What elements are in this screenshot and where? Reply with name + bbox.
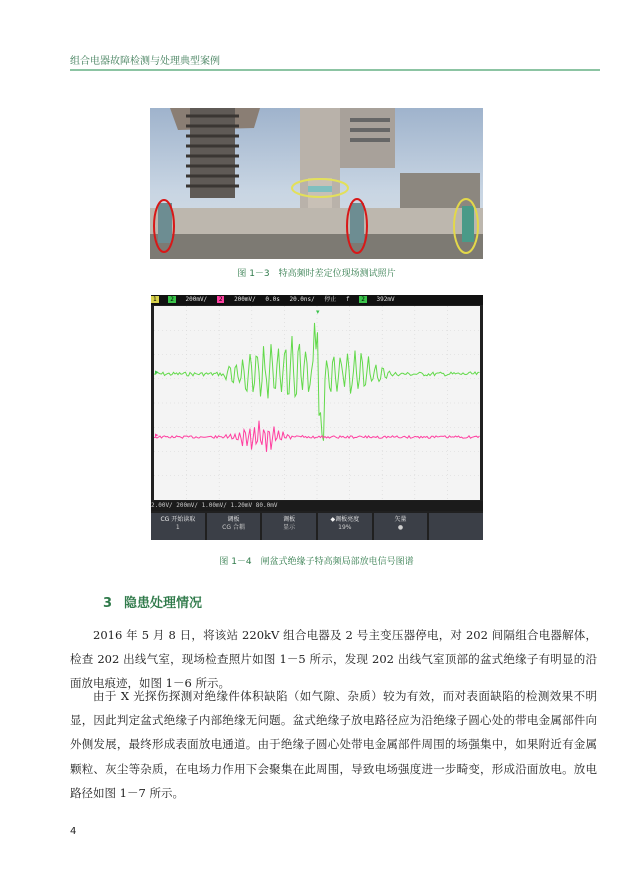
scope-readout: 停止 (324, 296, 337, 303)
softkey-value: ● (397, 524, 404, 531)
left-bushing-sheds (186, 108, 239, 198)
oscilloscope-screenshot (151, 295, 483, 540)
body-paragraph: 2016 年 5 月 8 日，将该站 220kV 组合电器及 2 号主变压器停电，对 202 间隔组合电器解体，检查 202 出线气室，现场检查照片如图 1－5 所示，发现 202 出线气室顶部的盆式绝缘子有明显的沿面放电痕迹，如图 1－6 所示。 (70, 628, 597, 691)
softkey-label: 矢量 (394, 516, 407, 523)
softkey[interactable] (207, 513, 261, 540)
softkey[interactable] (151, 513, 205, 540)
softkey-label: 调板 (283, 516, 296, 523)
substation-photo-drawing (150, 108, 483, 259)
substation-photo (150, 108, 483, 259)
section-heading (103, 592, 202, 611)
scope-screen (154, 306, 480, 500)
softkey-value: CG 合耦 (222, 524, 245, 531)
scope-status-line: 2.00V/ 200mV/ 1.00mV/ 1.20mV 80.0mV (151, 501, 483, 511)
vertical-joint (308, 178, 332, 208)
figure-1-4-caption: 图 1－4 闸盆式绝缘子特高频局部放电信号图谱 (219, 557, 414, 567)
scope-softkeys (151, 513, 483, 540)
uhf-channel-1-trace (154, 323, 480, 441)
middle-flange (350, 203, 364, 243)
scope-readout: 0.0s (265, 296, 280, 303)
pipe-shadow (150, 234, 483, 259)
scope-readout: 200mV/ (185, 296, 208, 303)
header-rule (70, 69, 600, 71)
softkey[interactable] (262, 513, 316, 540)
horizontal-gis-pipe (150, 208, 483, 236)
scope-readout: 20.0ns/ (289, 296, 315, 303)
page-number: 4 (70, 826, 77, 837)
body-paragraph: 由于 X 光探伤探测对绝缘件体积缺陷（如气隙、杂质）较为有效，而对表面缺陷的检测效果不明显，因此判定盆式绝缘子内部绝缘无问题。盆式绝缘子放电路径应为沿绝缘子圆心处的带电金属部件向外侧发展，最终形成表面放电通道。由于绝缘子圆心处带电金属部件周围的场强集中，如果附近有金属颗粒、灰尘等杂质，在电场力作用下会聚集在此周围，导致电场强度进一步畸变，形成沿面放电。放电路径如图 1－7 所示。 (70, 689, 597, 800)
scope-readout: 200mV/ (234, 296, 256, 303)
section-number: 3 (103, 596, 113, 611)
softkey-value: 1 (175, 524, 180, 531)
ch2-marker: ▸ (155, 431, 159, 439)
section-title: 隐患处理情况 (124, 596, 203, 611)
scope-readout: 2 (170, 296, 174, 303)
uhf-channel-2-trace (154, 421, 480, 452)
scope-top-bar (151, 295, 483, 305)
scope-readout: 392mV (376, 296, 395, 303)
softkey-label: 调板 (227, 516, 240, 523)
running-header: 组合电器故障检测与处理典型案例 (70, 56, 220, 67)
trigger-marker: ▾ (316, 308, 320, 316)
softkey[interactable] (318, 513, 372, 540)
scope-waveforms (154, 306, 480, 500)
scope-readout: 1 (153, 296, 157, 303)
left-flange (158, 203, 172, 243)
scope-readout: 2 (218, 296, 223, 303)
scope-readout: 2 (361, 296, 365, 303)
figure-1-3-caption: 图 1－3 特高频时差定位现场测试照片 (237, 269, 396, 279)
softkey[interactable] (429, 513, 483, 540)
ch1-marker: ▸ (155, 368, 159, 376)
softkey-value: 19% (338, 524, 352, 531)
scope-readout: f (346, 296, 350, 303)
softkey-label: ◆调板亮度 (330, 516, 360, 523)
softkey-label: CG 开始读取 (160, 516, 196, 523)
softkey-value: 显示 (283, 524, 296, 531)
right-flange (462, 206, 474, 242)
softkey[interactable] (374, 513, 428, 540)
